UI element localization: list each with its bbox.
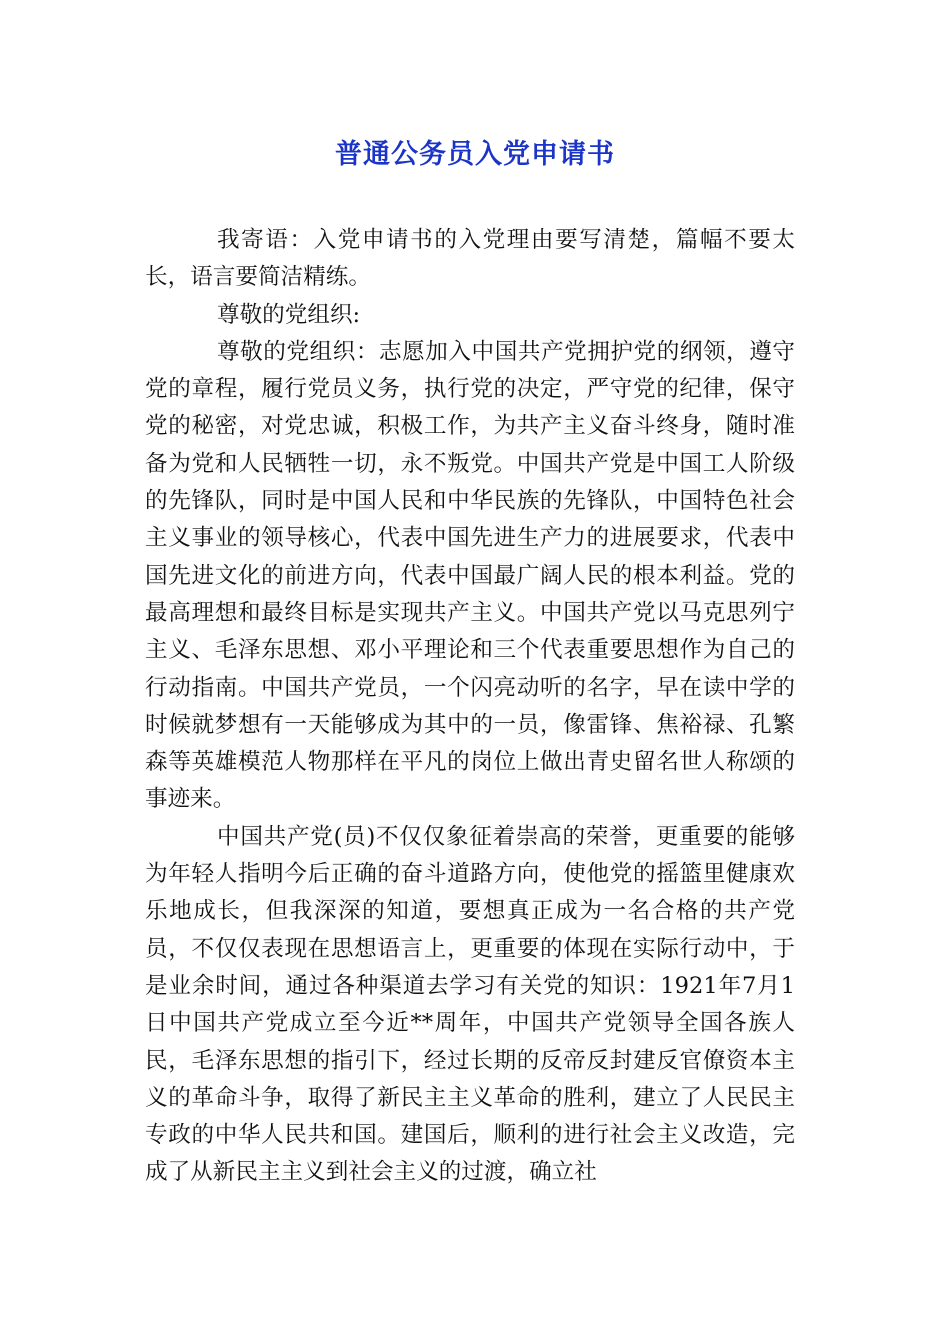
document-title: 普通公务员入党申请书 (335, 139, 615, 170)
document-body (145, 222, 795, 1192)
body-paragraph-2: 中国共产党(员)不仅仅象征着崇高的荣誉，更重要的能够为年轻人指明今后正确的奋斗道路方向，使他党的摇篮里健康欢乐地成长，但我深深的知道，要想真正成为一名合格的共产党员，不仅仅表现在思想语言上，更重要的体现在实际行动中，于是业余时间，通过各种渠道去学习有关党的知识：1921年7月1日中国共产党成立至今近**周年，中国共产党领导全国各族人民，毛泽东思想的指引下，经过长期的反帝反封建反官僚资本主义的革命斗争，取得了新民主主义革命的胜利，建立了人民民主专政的中华人民共和国。建国后，顺利的进行社会主义改造，完成了从新民主主义到社会主义的过渡，确立社 (145, 823, 795, 1186)
salutation-paragraph: 尊敬的党组织: (217, 301, 361, 328)
body-paragraph-1: 尊敬的党组织：志愿加入中国共产党拥护党的纲领，遵守党的章程，履行党员义务，执行党的决定，严守党的纪律，保守党的秘密，对党忠诚，积极工作，为共产主义奋斗终身，随时准备为党和人民牺牲一切，永不叛党。中国共产党是中国工人阶级的先锋队，同时是中国人民和中华民族的先锋队，中国特色社会主义事业的领导核心，代表中国先进生产力的进展要求，代表中国先进文化的前进方向，代表中国最广阔人民的根本利益。党的最高理想和最终目标是实现共产主义。中国共产党以马克思列宁主义、毛泽东思想、邓小平理论和三个代表重要思想作为自己的行动指南。中国共产党员，一个闪亮动听的名字，早在读中学的时候就梦想有一天能够成为其中的一员，像雷锋、焦裕禄、孔繁森等英雄模范人物那样在平凡的岗位上做出青史留名世人称颂的事迹来。 (145, 338, 795, 813)
intro-paragraph: 我寄语：入党申请书的入党理由要写清楚，篇幅不要太长，语言要简洁精练。 (145, 227, 795, 291)
